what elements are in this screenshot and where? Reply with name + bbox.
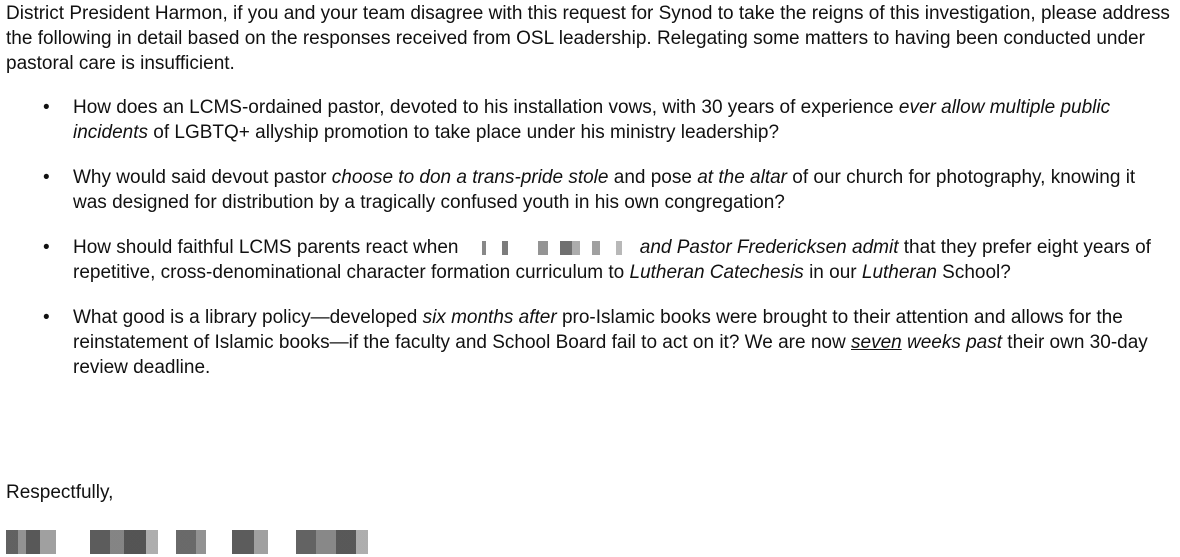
bullet-italic: at the altar <box>697 167 788 188</box>
redacted-name <box>468 241 636 255</box>
list-item <box>0 235 1180 285</box>
bullet-icon: • <box>43 97 50 118</box>
redacted-signature <box>6 530 368 554</box>
bullet-text: Why would said devout pastor <box>73 167 332 188</box>
bullet-text: their own 30-day review deadline. <box>73 332 1148 378</box>
bullet-text: and pose <box>608 167 698 188</box>
bullet-underline: seven <box>851 332 902 353</box>
bullet-text: of our church for photography, knowing it was designed for distribution by a tragically confused youth in his own congregation? <box>73 167 1136 213</box>
bullet-italic: Lutheran <box>861 262 937 283</box>
bullet-text: What good is a library policy—developed <box>73 307 423 328</box>
bullet-italic: ever allow multiple public incidents <box>73 97 1111 143</box>
list-item <box>0 95 1180 145</box>
bullet-icon: • <box>43 237 50 258</box>
bullet-italic: six months after <box>422 307 557 328</box>
bullet-italic: choose to don a trans-pride stole <box>331 167 609 188</box>
bullet-text: that they prefer eight years of repetitive, cross-denominational character formation curriculum to <box>73 237 1151 283</box>
bullet-text: pro-Islamic books were brought to their attention and allows for the reinstatement of Islamic books—if the faculty and School Board fail to act on it? We are now <box>73 307 1123 353</box>
question-list <box>0 95 1180 400</box>
bullet-text: How does an LCMS-ordained pastor, devoted to his installation vows, with 30 years of experience <box>73 97 899 118</box>
bullet-italic: Lutheran Catechesis <box>629 262 804 283</box>
bullet-icon: • <box>43 307 50 328</box>
bullet-italic: weeks past <box>901 332 1003 353</box>
bullet-text: School? <box>936 262 1011 283</box>
bullet-text: in our <box>803 262 862 283</box>
list-item <box>0 165 1180 215</box>
bullet-italic: and Pastor Fredericksen admit <box>639 237 899 258</box>
bullet-icon: • <box>43 167 50 188</box>
closing-salutation: Respectfully, <box>6 482 114 503</box>
list-item <box>0 305 1180 380</box>
intro-paragraph: District President Harmon, if you and your team disagree with this request for Synod to take the reigns of this investigation, please address the following in detail based on the responses received from OSL leadership. Relegating some matters to having been conducted under pastoral care is insufficient. <box>6 3 1170 74</box>
bullet-text: How should faithful LCMS parents react when <box>73 237 464 258</box>
bullet-text: of LGBTQ+ allyship promotion to take place under his ministry leadership? <box>148 122 780 143</box>
